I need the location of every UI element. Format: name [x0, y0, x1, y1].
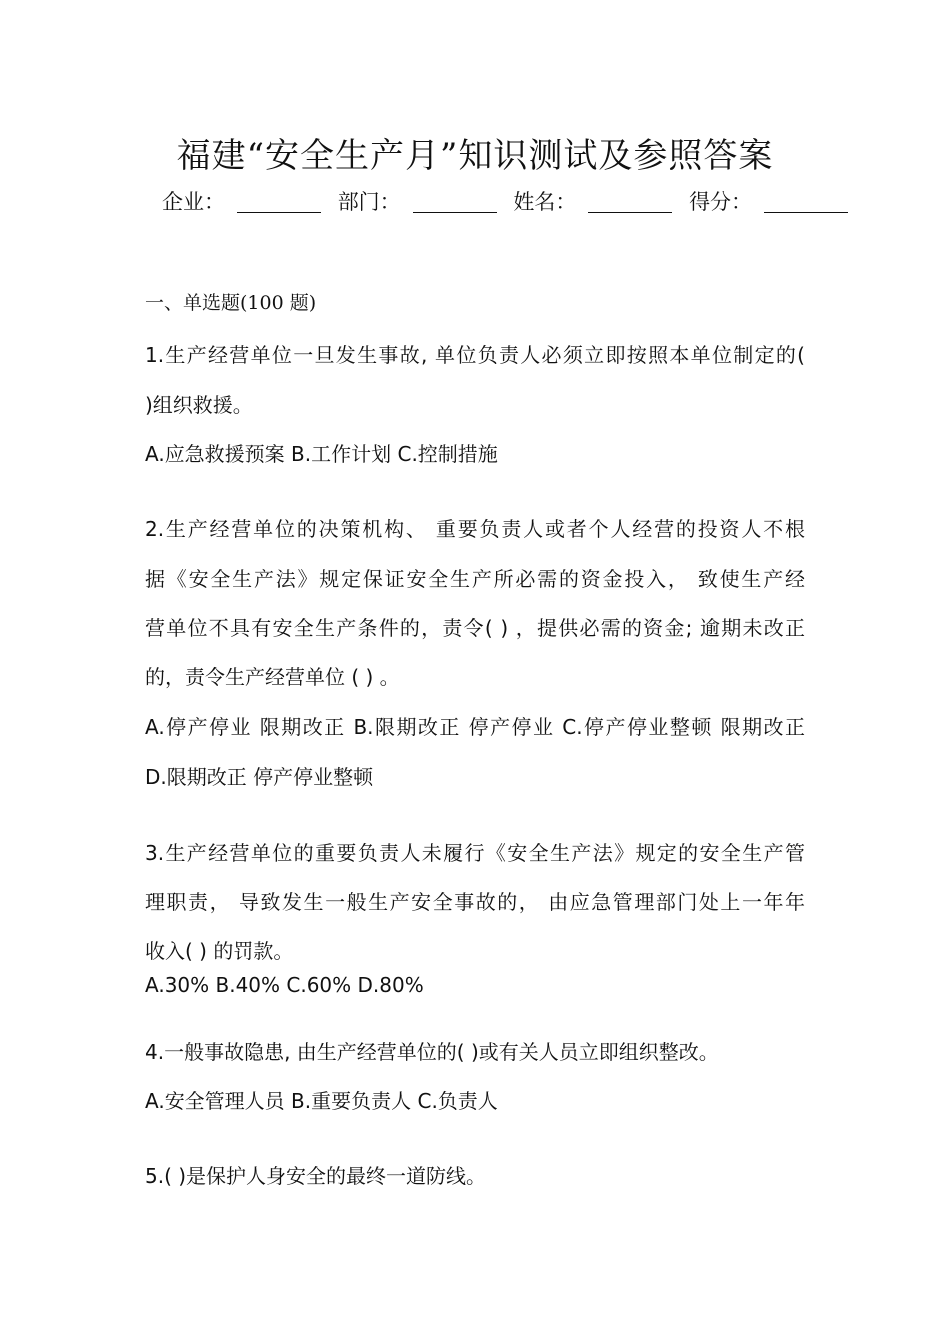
question-1-line-1: 1.生产经营单位一旦发生事故, 单位负责人必须立即按照本单位制定的(	[145, 343, 805, 367]
question-4-line-1: 4.一般事故隐患, 由生产经营单位的( )或有关人员立即组织整改。	[145, 1040, 719, 1064]
question-2-options-2: D.限期改正 停产停业整顿	[145, 765, 374, 789]
company-label: 企业：	[162, 190, 225, 214]
name-label: 姓名：	[513, 190, 577, 214]
department-field	[338, 190, 497, 214]
question-3-line-1: 3.生产经营单位的重要负责人未履行《安全生产法》规定的安全生产管	[145, 841, 805, 865]
company-blank[interactable]	[237, 211, 321, 213]
question-2-line-4: 的，责令生产经营单位 ( ) 。	[145, 665, 400, 689]
score-field	[689, 190, 848, 214]
question-3-line-3: 收入( ) 的罚款。	[145, 939, 294, 963]
question-2-line-1: 2.生产经营单位的决策机构、 重要负责人或者个人经营的投资人不根	[145, 517, 805, 541]
info-line	[162, 186, 858, 216]
score-blank[interactable]	[764, 211, 848, 213]
section-title: 一、单选题(100 题)	[145, 292, 317, 314]
question-1-options: A.应急救援预案 B.工作计划 C.控制措施	[145, 442, 498, 466]
name-blank[interactable]	[588, 211, 672, 213]
question-4-options: A.安全管理人员 B.重要负责人 C.负责人	[145, 1089, 498, 1113]
department-label: 部门：	[337, 190, 401, 214]
score-label: 得分：	[689, 190, 753, 214]
document-title: 福建“安全生产月”知识测试及参照答案	[176, 136, 774, 176]
question-5-line-1: 5.( )是保护人身安全的最终一道防线。	[145, 1164, 487, 1188]
company-field	[162, 190, 321, 214]
question-1-line-2: )组织救援。	[145, 393, 253, 417]
question-2-options-1: A.停产停业 限期改正 B.限期改正 停产停业 C.停产停业整顿 限期改正	[145, 715, 805, 739]
question-2-line-3: 营单位不具有安全生产条件的，责令( ) ，提供必需的资金; 逾期未改正	[145, 616, 805, 640]
question-2-line-2: 据《安全生产法》规定保证安全生产所必需的资金投入， 致使生产经	[145, 567, 805, 591]
question-3-line-2: 理职责， 导致发生一般生产安全事故的， 由应急管理部门处上一年年	[145, 890, 805, 914]
name-field	[513, 190, 672, 214]
department-blank[interactable]	[413, 211, 497, 213]
question-3-options: A.30% B.40% C.60% D.80%	[145, 973, 424, 997]
